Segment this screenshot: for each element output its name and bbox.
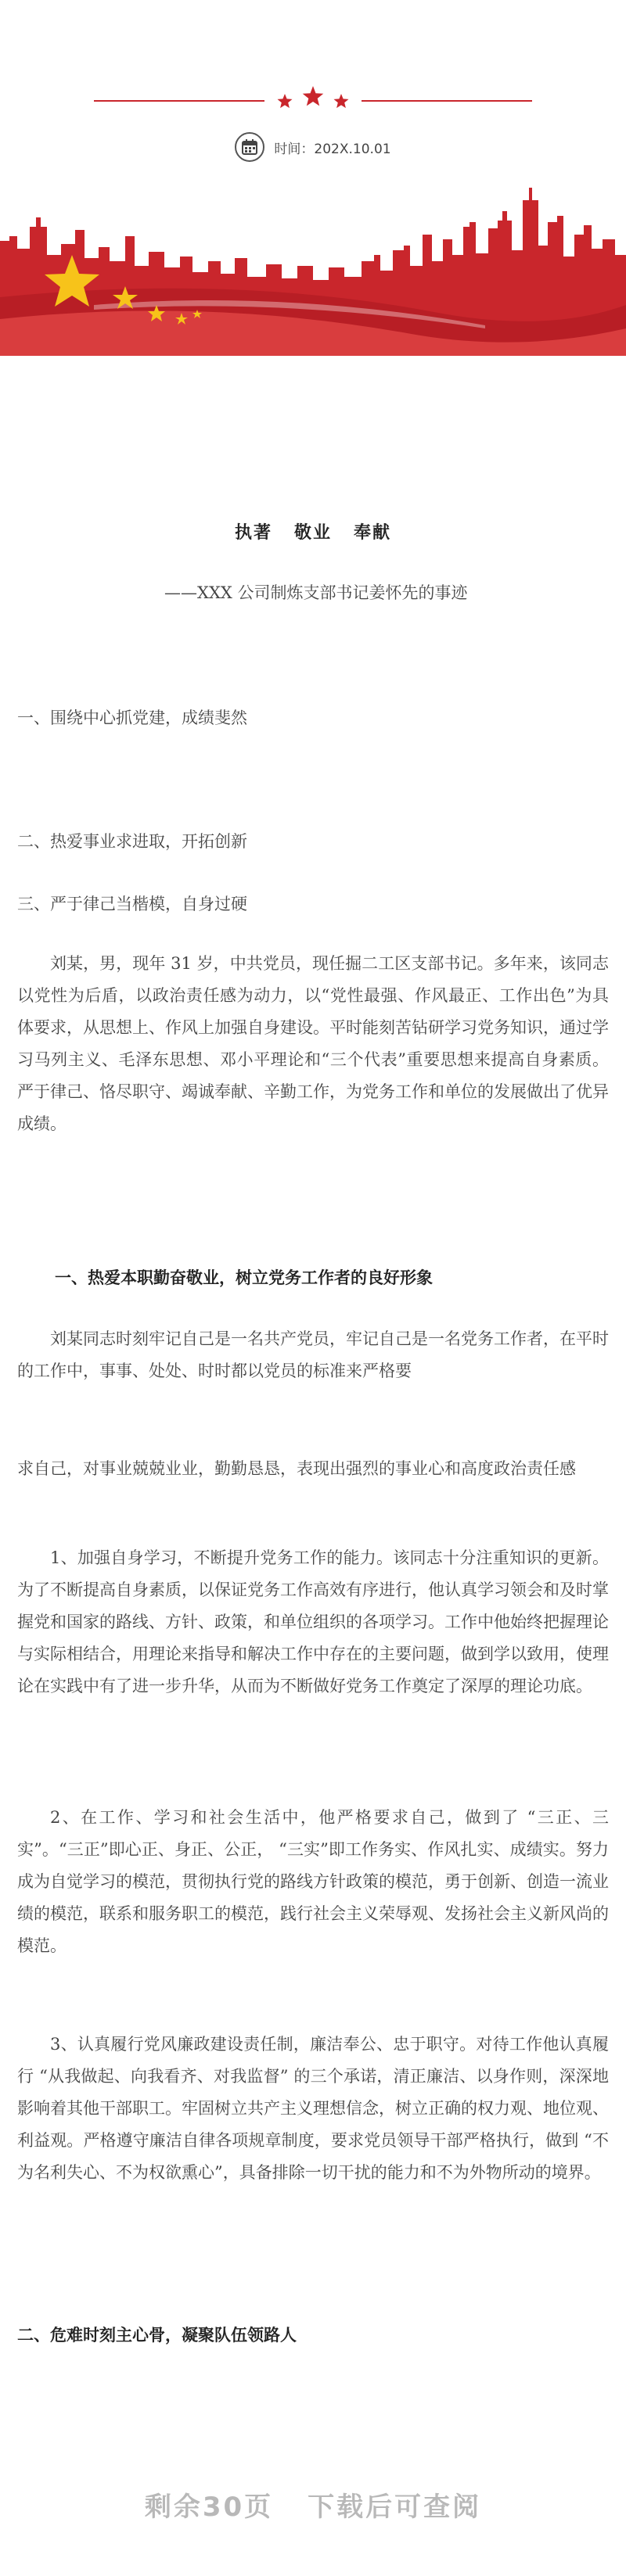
body-paragraph: 3、认真履行党风廉政建设责任制，廉洁奉公、忠于职守。对待工作他认真履行 “从我做起、向我看齐、对我监督” 的三个承诺，清正廉洁、以身作则，深深地影响着其他干部职工。牢固树立共产主义理想信念，树立正确的权力观、地位观、利益观。严格遵守廉洁自律各项规章制度，要求党员领导干部严格执行，做到 “不为名利失心、不为权欲熏心”，具备排除一切干扰的能力和不为外物所动的境界。	[17, 2035, 609, 2182]
section-heading: 二、危难时刻主心骨，凝聚队伍领路人	[17, 2326, 297, 2345]
document-title	[0, 519, 626, 544]
section-heading: 一、热爱本职勤奋敬业，树立党务工作者的良好形象	[55, 1268, 433, 1287]
title-part: 奉献	[354, 523, 392, 543]
calendar-icon	[235, 132, 264, 162]
title-part: 敬业	[293, 523, 332, 543]
outline-item: 二、热爱事业求进取，开拓创新	[17, 832, 247, 851]
outline-item: 三、严于律己当楷模，自身过硬	[17, 895, 247, 913]
outline-item: 一、围绕中心抓党建，成绩斐然	[17, 709, 247, 727]
remaining-pages-text: 剩余30页	[144, 2492, 274, 2523]
body-paragraph: 1、加强自身学习，不断提升党务工作的能力。该同志十分注重知识的更新。为了不断提高自身素质，以保证党务工作高效有序进行，他认真学习领会和及时掌握党和国家的路线、方针、政策，和单位组织的各项学习。工作中他始终把握理论与实际相结合，用理论来指导和解决工作中存在的主要问题，做到学以致用，使理论在实践中有了进一步升华，从而为不断做好党务工作奠定了深厚的理论功底。	[17, 1548, 609, 1695]
skyline-banner	[0, 180, 626, 356]
header-stars-icon	[271, 84, 355, 116]
body-paragraph: 2、在工作、学习和社会生活中，他严格要求自己，做到了 “三正、三实”。“三正”即心正、身正、公正， “三实”即工作务实、作风扎实、成绩实。努力成为自觉学习的模范，贯彻执行党的路线方针政策的模范，勇于创新、创造一流业绩的模范，联系和服务职工的模范，践行社会主义荣辱观、发扬社会主义新风尚的模范。	[17, 1808, 609, 1955]
publish-date: 时间：202X.10.01	[274, 141, 391, 157]
body-paragraph: 刘某同志时刻牢记自己是一名共产党员，牢记自己是一名党务工作者，在平时的工作中，事事、处处、时时都以党员的标准来严格要	[17, 1329, 609, 1380]
header-rule-left	[94, 100, 264, 102]
document-subtitle: ——XXX 公司制炼支部书记姜怀先的事迹	[164, 583, 468, 602]
title-part: 执著	[234, 523, 272, 543]
date-row	[0, 131, 626, 163]
body-paragraph: 求自己，对事业兢兢业业，勤勤恳恳，表现出强烈的事业心和高度政治责任感	[17, 1459, 576, 1478]
intro-paragraph: 刘某，男，现年 31 岁，中共党员，现任掘二工区支部书记。多年来，该同志以党性为后盾，以政治责任感为动力，以“党性最强、作风最正、工作出色”为具体要求，从思想上、作风上加强自身建设。平时能刻苦钻研学习党务知识，通过学习马列主义、毛泽东思想、邓小平理论和“三个代表”重要思想来提高自身素质。严于律己、恪尽职守、竭诚奉献、辛勤工作，为党务工作和单位的发展做出了优异成绩。	[17, 954, 609, 1133]
download-hint-text: 下载后可查阅	[308, 2492, 482, 2523]
download-prompt[interactable]	[0, 2485, 626, 2524]
header-rule-right	[362, 100, 532, 102]
